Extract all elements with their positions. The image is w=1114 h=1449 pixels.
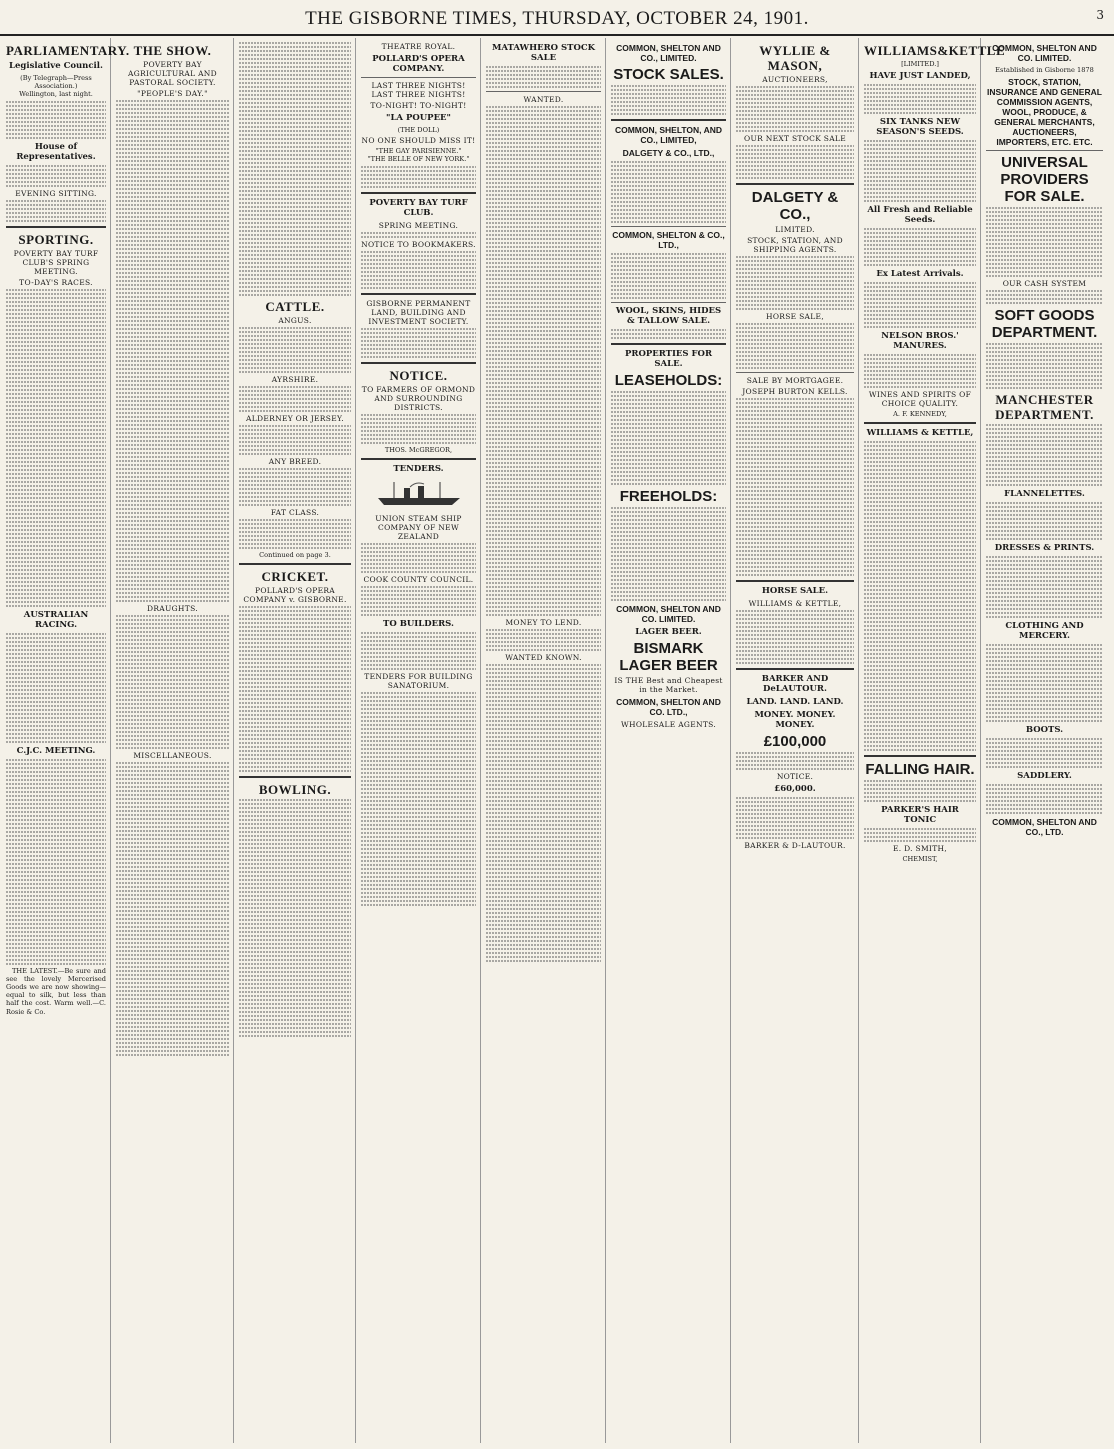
article-text-block bbox=[736, 752, 854, 770]
common-shelton-brand-3: COMMON, SHELTON & CO., LTD., bbox=[612, 230, 725, 250]
classified-ads bbox=[486, 629, 601, 651]
dalgety-limited: LIMITED. bbox=[775, 225, 815, 234]
article-text-block bbox=[361, 251, 476, 289]
fat-class-heading: FAT CLASS. bbox=[270, 508, 320, 517]
theatre-royal: THEATRE ROYAL. bbox=[381, 42, 456, 51]
ship-icon bbox=[374, 478, 464, 508]
wyllie-mason-heading: WYLLIE & MASON, bbox=[759, 43, 831, 73]
article-text-block bbox=[361, 692, 476, 906]
column-3 bbox=[237, 38, 356, 1443]
land-slogan: LAND. LAND. LAND. bbox=[746, 697, 844, 707]
horse-sale-2: HORSE SALE. bbox=[761, 586, 829, 596]
classified-ads bbox=[486, 664, 601, 962]
divider bbox=[736, 580, 854, 582]
divider bbox=[736, 668, 854, 670]
wines-spirits: WINES AND SPIRITS OF CHOICE QUALITY. bbox=[868, 390, 972, 409]
article-text-block bbox=[116, 615, 229, 749]
article-text-block bbox=[986, 644, 1103, 722]
article-text-block bbox=[116, 100, 229, 602]
article-text-block bbox=[361, 414, 476, 444]
money-to-lend-heading: MONEY TO LEND. bbox=[505, 618, 582, 627]
friday-show: "THE GAY PARISIENNE." bbox=[375, 147, 462, 156]
article-text-block bbox=[239, 519, 351, 549]
divider bbox=[361, 362, 476, 364]
tonight: TO-NIGHT! TO-NIGHT! bbox=[370, 101, 467, 110]
union-steamship: UNION STEAM SHIP COMPANY OF NEW ZEALAND bbox=[375, 514, 462, 542]
miscellaneous-heading: MISCELLANEOUS. bbox=[133, 751, 212, 760]
column-5 bbox=[484, 38, 606, 1443]
common-shelton-heading: COMMON, SHELTON AND CO. LIMITED. bbox=[992, 43, 1097, 63]
sale-by-mortgagee: SALE BY MORTGAGEE. bbox=[746, 376, 844, 385]
divider bbox=[736, 183, 854, 185]
article-text-block bbox=[986, 207, 1103, 277]
article-text-block bbox=[611, 329, 726, 339]
column-2 bbox=[114, 38, 234, 1443]
common-shelton-brand: COMMON, SHELTON AND CO., LIMITED. bbox=[616, 43, 721, 63]
article-text-block bbox=[986, 424, 1103, 486]
article-text-block bbox=[986, 502, 1103, 540]
opera-subtitle: (THE DOLL) bbox=[397, 126, 440, 134]
flannelettes: FLANNELETTES. bbox=[1004, 489, 1085, 500]
evening-sitting-heading: EVENING SITTING. bbox=[15, 188, 97, 198]
auctioneer-name: JOSEPH BURTON KELLS. bbox=[742, 387, 848, 396]
steamship-illustration bbox=[361, 478, 476, 510]
next-stock-sale: OUR NEXT STOCK SALE bbox=[744, 134, 846, 143]
divider bbox=[611, 119, 726, 121]
sporting-heading: SPORTING. bbox=[18, 231, 94, 247]
article-text-block bbox=[736, 256, 854, 310]
any-breed-heading: ANY BREED. bbox=[268, 457, 322, 466]
article-text-block bbox=[986, 343, 1103, 389]
divider bbox=[361, 293, 476, 295]
just-landed: HAVE JUST LANDED, bbox=[869, 71, 971, 82]
column-6 bbox=[609, 38, 731, 1443]
article-text-block bbox=[736, 145, 854, 179]
article-text-block bbox=[6, 289, 106, 607]
common-shelton-brand-4: COMMON, SHELTON AND CO. LIMITED. bbox=[616, 604, 721, 624]
sanatorium-tenders: TENDERS FOR BUILDING SANATORIUM. bbox=[364, 672, 473, 691]
property-listings bbox=[611, 507, 726, 601]
divider bbox=[864, 755, 976, 757]
continued-note: Continued on page 3. bbox=[259, 551, 331, 559]
notice-heading-2: NOTICE. bbox=[776, 772, 814, 781]
spring-meeting: SPRING MEETING. bbox=[378, 220, 459, 230]
falling-hair: FALLING HAIR. bbox=[865, 761, 975, 779]
article-text-block bbox=[6, 759, 106, 965]
williams-kettle-heading: WILLIAMS&KETTLE bbox=[864, 43, 1006, 58]
article-text-block bbox=[864, 780, 976, 802]
article-text-block bbox=[864, 354, 976, 388]
dresses-prints: DRESSES & PRINTS. bbox=[994, 543, 1095, 554]
seed-list bbox=[864, 140, 976, 202]
the-show-heading: THE SHOW. bbox=[133, 43, 212, 58]
common-shelton-footer: COMMON, SHELTON AND CO., LTD. bbox=[992, 817, 1097, 838]
wanted-known-heading: WANTED KNOWN. bbox=[505, 653, 582, 662]
australian-racing-heading: AUSTRALIAN RACING. bbox=[23, 609, 89, 630]
article-text-block bbox=[6, 200, 106, 222]
article-text-block bbox=[239, 42, 351, 296]
dateline: Wellington, last night. bbox=[19, 90, 93, 99]
divider bbox=[486, 91, 601, 92]
wool-sale-heading: WOOL, SKINS, HIDES & TALLOW SALE. bbox=[615, 306, 722, 326]
article-text-block bbox=[611, 85, 726, 115]
draughts-heading: DRAUGHTS. bbox=[147, 604, 198, 613]
divider bbox=[986, 150, 1103, 151]
divider bbox=[361, 77, 476, 78]
article-text-block bbox=[239, 468, 351, 506]
article-text-block bbox=[864, 282, 976, 328]
lager-beer: LAGER BEER. bbox=[635, 627, 702, 637]
article-text-block bbox=[6, 633, 106, 743]
hair-tonic: PARKER'S HAIR TONIC bbox=[881, 805, 959, 826]
leaseholds-heading: LEASEHOLDS: bbox=[614, 372, 723, 389]
cattle-heading: CATTLE. bbox=[265, 299, 325, 314]
horse-sale-heading: HORSE SALE, bbox=[765, 312, 825, 321]
agents-list: STOCK, STATION, INSURANCE AND GENERAL COMMISSION AGENTS, WOOL, PRODUCE, & GENERAL MERCHANTS, AUCTIONEERS, IMPORTERS, ETC. ETC. bbox=[987, 77, 1102, 148]
williams-kettle: WILLIAMS & KETTLE, bbox=[748, 599, 842, 608]
opera-title: "LA POUPEE" bbox=[386, 113, 451, 123]
barker-delautour: BARKER AND DeLAUTOUR. bbox=[761, 674, 829, 694]
article-text-block bbox=[239, 386, 351, 412]
stock-station-shipping: STOCK, STATION, AND SHIPPING AGENTS. bbox=[747, 236, 843, 254]
article-text-block bbox=[361, 166, 476, 188]
divider bbox=[736, 372, 854, 373]
article-text-block bbox=[736, 797, 854, 839]
turf-club-ad: POVERTY BAY TURF CLUB. bbox=[369, 197, 468, 218]
article-text-block bbox=[864, 441, 976, 751]
angus-heading: ANGUS. bbox=[278, 316, 312, 325]
article-text-block bbox=[736, 323, 854, 369]
section-heading-parliamentary: PARLIAMENTARY. bbox=[6, 43, 130, 58]
ayrshire-heading: AYRSHIRE. bbox=[271, 375, 319, 384]
notice-subheading: TO FARMERS OF ORMOND AND SURROUNDING DISTRICTS. bbox=[361, 384, 476, 412]
notice-signer: THOS. McGREGOR, bbox=[384, 445, 453, 454]
divider bbox=[239, 563, 351, 565]
article-text-block bbox=[239, 327, 351, 373]
article-text-block bbox=[736, 398, 854, 576]
manchester-department: MANCHESTER DEPARTMENT. bbox=[995, 392, 1094, 423]
opera-company: POLLARD'S OPERA COMPANY. bbox=[372, 54, 465, 74]
wanted-heading: WANTED. bbox=[523, 95, 564, 104]
best-cheapest: IS THE Best and Cheapest in the Market. bbox=[614, 676, 723, 694]
cricket-scores bbox=[239, 606, 351, 772]
common-shelton-brand-2: COMMON, SHELTON, AND CO., LIMITED, bbox=[614, 125, 723, 145]
legislative-council-heading: Legislative Council. bbox=[9, 61, 103, 71]
article-text-block bbox=[486, 66, 601, 88]
article-text-block bbox=[736, 86, 854, 132]
chemist-name: E. D. SMITH, bbox=[892, 844, 948, 854]
cook-county-council: COOK COUNTY COUNCIL. bbox=[363, 575, 474, 585]
article-text-block bbox=[6, 165, 106, 187]
no-one-miss: NO ONE SHOULD MISS IT! bbox=[361, 136, 476, 146]
article-text-block bbox=[611, 253, 726, 299]
bowling-heading: BOWLING. bbox=[258, 782, 332, 798]
properties-for-sale: PROPERTIES FOR SALE. bbox=[624, 349, 713, 369]
divider bbox=[361, 192, 476, 194]
article-text-block bbox=[611, 161, 726, 223]
article-text-block bbox=[986, 556, 1103, 618]
established-note: Established in Gisborne 1878 bbox=[995, 66, 1094, 74]
last-nights: LAST THREE NIGHTS! LAST THREE NIGHTS! bbox=[371, 81, 466, 99]
money-slogan: MONEY. MONEY. MONEY. bbox=[754, 710, 836, 730]
cricket-heading: CRICKET. bbox=[261, 569, 329, 585]
cjc-meeting-heading: C.J.C. MEETING. bbox=[16, 745, 96, 756]
williams-limited: [LIMITED.] bbox=[901, 60, 939, 68]
classified-ads bbox=[486, 106, 601, 616]
article-text-block bbox=[986, 290, 1103, 304]
advertisement-mercerised: THE LATEST.—Be sure and see the lovely Mercerised Goods we are now showing—equal to silk, but less than half the cost. Warm well.—C. Rosie & Co. bbox=[6, 966, 106, 1016]
agent-kennedy: A. F. KENNEDY, bbox=[893, 410, 947, 419]
house-of-reps-heading: House of Representatives. bbox=[16, 141, 96, 162]
article-text-block bbox=[6, 101, 106, 139]
building-society-heading: GISBORNE PERMANENT LAND, BUILDING AND INVESTMENT SOCIETY. bbox=[366, 298, 471, 326]
wholesale-agents: WHOLESALE AGENTS. bbox=[620, 720, 717, 729]
amount-100k: £100,000 bbox=[763, 733, 827, 750]
property-listings bbox=[611, 391, 726, 485]
matawhero-stock-sale: MATAWHERO STOCK SALE bbox=[491, 43, 596, 63]
stock-sales-heading: STOCK SALES. bbox=[613, 66, 724, 83]
divider bbox=[611, 343, 726, 345]
clothing-mercery: CLOTHING AND MERCERY. bbox=[1005, 621, 1084, 642]
column-9 bbox=[984, 38, 1107, 1443]
notice-heading: NOTICE. bbox=[389, 367, 448, 383]
newspaper-title: THE GISBORNE TIMES, THURSDAY, OCTOBER 24, 1901. bbox=[305, 8, 809, 29]
article-text-block bbox=[736, 610, 854, 664]
article-text-block bbox=[361, 543, 476, 573]
page-columns bbox=[4, 38, 1110, 1443]
saddlery: SADDLERY. bbox=[1017, 771, 1072, 782]
nelson-manures: NELSON BROS.' MANURES. bbox=[881, 331, 959, 352]
freeholds-heading: FREEHOLDS: bbox=[619, 488, 718, 505]
common-shelton-brand-5: COMMON, SHELTON AND CO. LTD., bbox=[616, 697, 721, 717]
williams-kettle-2: WILLIAMS & KETTLE, bbox=[866, 428, 974, 439]
article-text-block bbox=[239, 425, 351, 455]
notice-to-bookmakers: NOTICE TO BOOKMAKERS. bbox=[361, 239, 476, 249]
column-1 bbox=[4, 38, 130, 1443]
page-number: 3 bbox=[1096, 8, 1104, 22]
divider bbox=[361, 458, 476, 460]
universal-providers: UNIVERSAL PROVIDERS FOR SALE. bbox=[1000, 154, 1089, 206]
amount-60k: £60,000. bbox=[774, 784, 816, 794]
to-builders: TO BUILDERS. bbox=[383, 619, 454, 630]
article-text-block bbox=[986, 738, 1103, 768]
alderney-heading: ALDERNEY OR JERSEY. bbox=[246, 414, 344, 423]
article-text-block bbox=[864, 828, 976, 842]
society-heading: POVERTY BAY AGRICULTURAL AND PASTORAL SOCIETY. bbox=[128, 60, 217, 87]
article-text-block bbox=[361, 328, 476, 358]
latest-arrivals: Ex Latest Arrivals. bbox=[876, 269, 964, 280]
saturday-show: "THE BELLE OF NEW YORK." bbox=[367, 155, 470, 164]
article-text-block bbox=[361, 632, 476, 670]
auctioneers-label: AUCTIONEERS, bbox=[762, 75, 828, 84]
dalgety-heading: DALGETY & CO., bbox=[751, 189, 839, 223]
byline: (By Telegraph—Press Association.) bbox=[20, 74, 92, 91]
divider bbox=[864, 422, 976, 424]
divider bbox=[239, 776, 351, 778]
article-text-block bbox=[986, 784, 1103, 814]
peoples-day-heading: "PEOPLE'S DAY." bbox=[137, 89, 208, 98]
bismark-lager: BISMARK LAGER BEER bbox=[619, 640, 718, 674]
column-7 bbox=[734, 38, 859, 1443]
article-text-block bbox=[239, 799, 351, 1037]
chemist-label: CHEMIST, bbox=[902, 855, 938, 864]
column-8 bbox=[862, 38, 1006, 1443]
soft-goods: SOFT GOODS DEPARTMENT. bbox=[991, 307, 1098, 342]
divider bbox=[6, 226, 106, 228]
tenders-heading: TENDERS. bbox=[393, 463, 444, 474]
cash-system: OUR CASH SYSTEM bbox=[1002, 279, 1087, 289]
fresh-reliable-seeds: All Fresh and Reliable Seeds. bbox=[867, 205, 973, 226]
divider bbox=[611, 226, 726, 227]
turf-club-heading: POVERTY BAY TURF CLUB'S SPRING MEETING. bbox=[13, 248, 99, 276]
new-season-seeds: SIX TANKS NEW SEASON'S SEEDS. bbox=[876, 117, 964, 138]
masthead bbox=[0, 4, 1114, 36]
barker-firm: BARKER & D-LAUTOUR. bbox=[744, 841, 846, 850]
article-text-block bbox=[361, 586, 476, 616]
article-text-block bbox=[361, 232, 476, 238]
boots: BOOTS. bbox=[1025, 725, 1064, 736]
article-text-block bbox=[116, 762, 229, 1056]
column-4 bbox=[359, 38, 481, 1443]
races-heading: TO-DAY'S RACES. bbox=[19, 277, 93, 287]
divider bbox=[611, 302, 726, 303]
cricket-subheading: POLLARD'S OPERA COMPANY v. GISBORNE. bbox=[243, 586, 347, 605]
article-text-block bbox=[864, 84, 976, 114]
article-text-block bbox=[864, 228, 976, 266]
dalgety-brand: DALGETY & CO., LTD., bbox=[622, 148, 715, 158]
